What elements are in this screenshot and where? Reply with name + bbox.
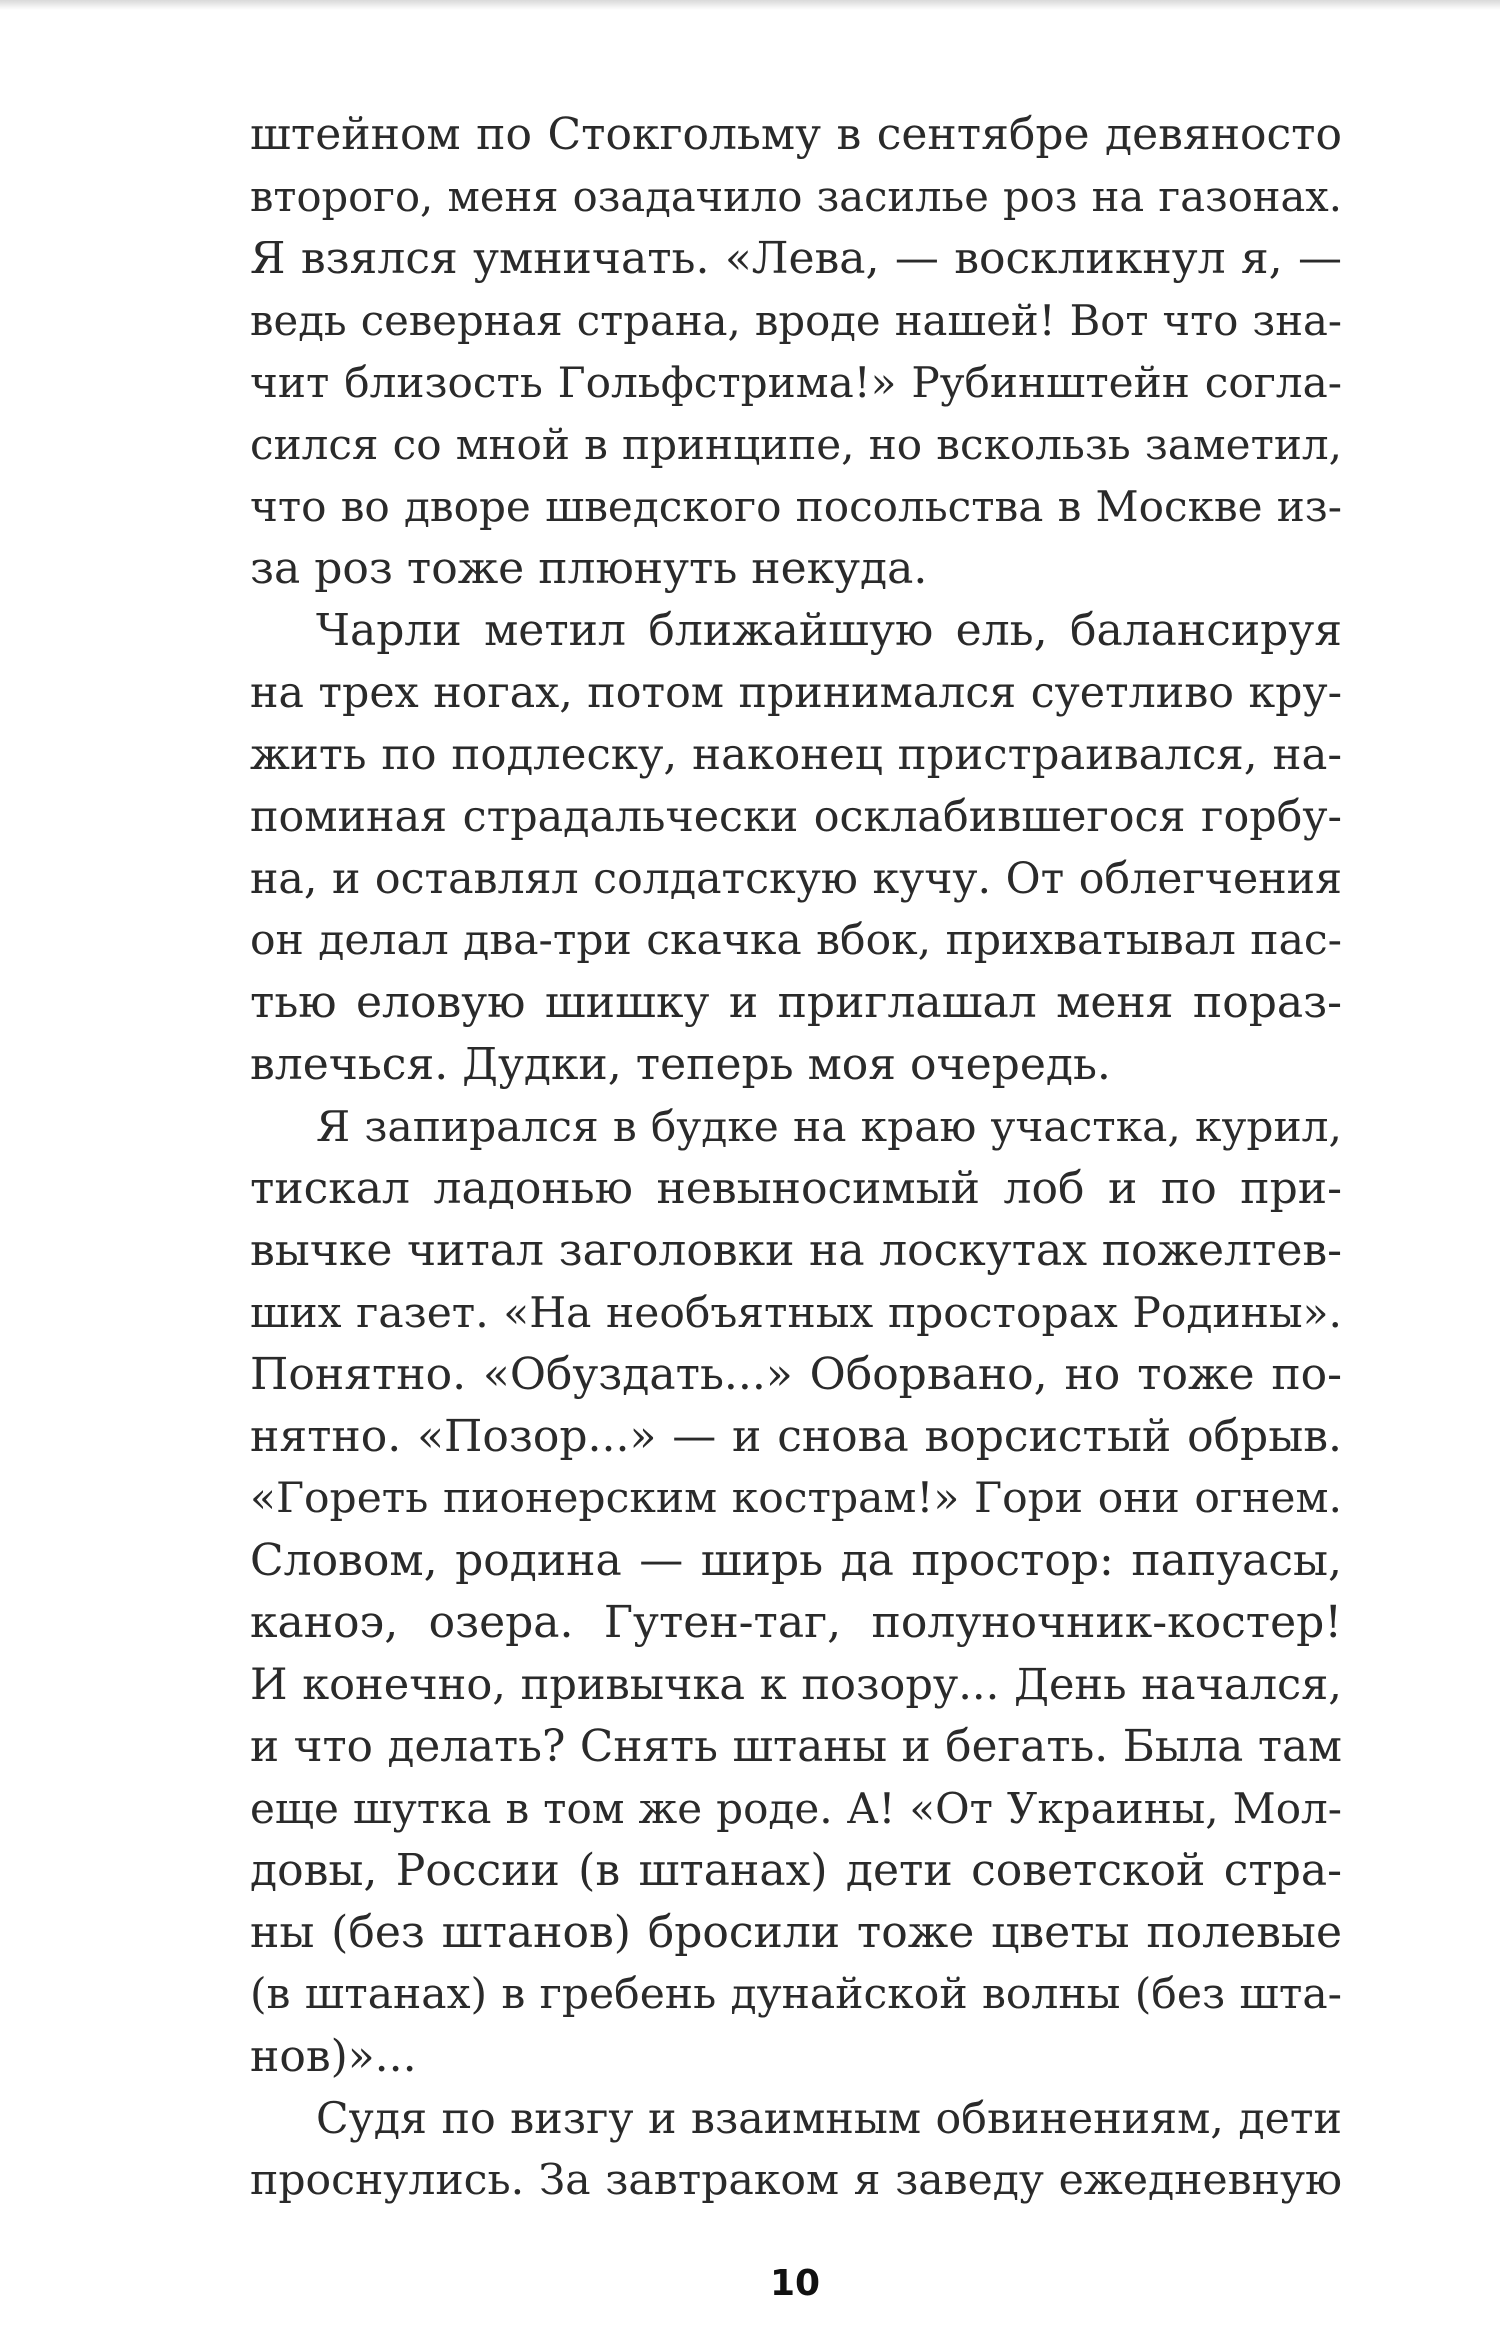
text-line: Судя по визгу и взаимным обвинениям, дети (316, 2094, 1342, 2144)
text-line: за роз тоже плюнуть некуда. (250, 543, 928, 594)
text-line: тью еловую шишку и приглашал меня пораз- (250, 977, 1342, 1028)
text-line: он делал два-три скачка вбок, прихватывал пас- (250, 916, 1342, 965)
text-line: Я взялся умничать. «Лева, — воскликнул я, — (250, 233, 1342, 284)
text-line: влечься. Дудки, теперь моя очередь. (250, 1039, 1111, 1090)
text-line: что во дворе шведского посольства в Москве из- (250, 482, 1342, 531)
text-line: жить по подлеску, наконец пристраивался, на- (250, 730, 1342, 780)
text-line: И конечно, привычка к позору... День начался, (250, 1660, 1342, 1710)
text-line: и что делать? Снять штаны и бегать. Была там (250, 1721, 1342, 1772)
text-line: поминая страдальчески осклабившегося горбу- (250, 792, 1342, 842)
text-line: второго, меня озадачило засилье роз на газонах. (250, 172, 1342, 221)
text-line: ведь северная страна, вроде нашей! Вот что зна- (250, 296, 1342, 345)
text-line: нятно. «Позор...» — и снова ворсистый обрыв. (250, 1411, 1342, 1462)
page-number: 10 (769, 2263, 821, 2304)
text-line: на трех ногах, потом принимался суетливо кру- (250, 668, 1342, 718)
text-line: каноэ, озера. Гутен-таг, полуночник-костер! (250, 1597, 1342, 1648)
text-line: вычке читал заголовки на лоскутах пожелтев- (250, 1225, 1342, 1276)
text-line: «Гореть пионерским кострам!» Гори они огнем. (250, 1474, 1342, 1523)
text-line: Понятно. «Обуздать...» Оборвано, но тоже по- (250, 1349, 1342, 1400)
text-line: ны (без штанов) бросили тоже цветы полевые (250, 1907, 1342, 1958)
text-line: тискал ладонью невыносимый лоб и по при- (250, 1163, 1342, 1214)
text-line: Я запирался в будке на краю участка, курил, (316, 1102, 1342, 1151)
text-line: нов)»... (250, 2031, 417, 2082)
text-line: проснулись. За завтраком я заведу ежедневную (250, 2156, 1342, 2205)
text-line: довы, России (в штанах) дети советской стра- (250, 1845, 1342, 1896)
text-line: на, и оставлял солдатскую кучу. От облегчения (250, 854, 1342, 904)
text-line: ших газет. «На необъятных просторах Родины». (250, 1288, 1342, 1337)
text-line: чит близость Гольфстрима!» Рубинштейн согла- (250, 358, 1342, 407)
page-top-edge (0, 0, 1500, 10)
text-line: сился со мной в принципе, но вскользь заметил, (250, 420, 1342, 469)
body-text (250, 104, 1342, 2212)
text-line: Словом, родина — ширь да простор: папуасы, (250, 1535, 1342, 1586)
text-line: штейном по Стокгольму в сентябре девяносто (250, 109, 1342, 160)
text-line: (в штанах) в гребень дунайской волны (без шта- (250, 1970, 1342, 2019)
text-line: Чарли метил ближайшую ель, балансируя (316, 605, 1342, 656)
text-line: еще шутка в том же роде. А! «От Украины, Мол- (250, 1784, 1342, 1833)
